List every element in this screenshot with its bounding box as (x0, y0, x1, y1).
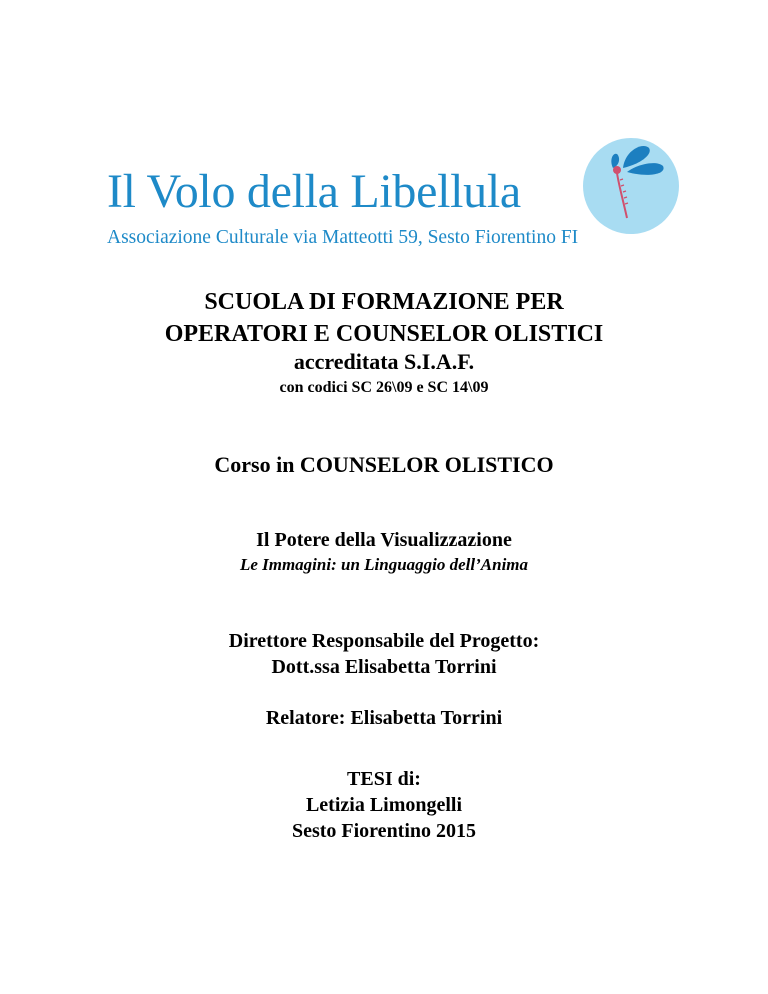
course-title: Corso in COUNSELOR OLISTICO (214, 452, 554, 477)
accreditation-codes: con codici SC 26\09 e SC 14\09 (279, 379, 489, 396)
school-heading (0, 286, 768, 350)
accreditation: accreditata S.I.A.F. (293, 349, 475, 374)
relatore: Relatore: Elisabetta Torrini (265, 707, 503, 729)
director-label: Direttore Responsabile del Progetto: (228, 630, 540, 652)
tesi-label: TESI di: (347, 768, 421, 790)
thesis-subtitle: Le Immagini: un Linguaggio dell’Anima (239, 555, 529, 574)
tesi-block (0, 766, 768, 844)
thesis-title: Il Potere della Visualizzazione (256, 529, 512, 551)
school-line-2: OPERATORI E COUNSELOR OLISTICI (164, 321, 604, 347)
tesi-author: Letizia Limongelli (305, 794, 463, 816)
school-line-1: SCUOLA DI FORMAZIONE PER (204, 289, 564, 315)
logo-circle (583, 138, 679, 234)
director-block (0, 628, 768, 680)
logo-title: Il Volo della Libellula (107, 165, 521, 218)
tesi-place-year: Sesto Fiorentino 2015 (291, 820, 477, 842)
director-name: Dott.ssa Elisabetta Torrini (271, 656, 497, 678)
logo-subtitle: Associazione Culturale via Matteotti 59, Sesto Fiorentino FI (107, 227, 579, 248)
dragonfly-icon (583, 138, 679, 234)
logo-header (0, 0, 768, 260)
